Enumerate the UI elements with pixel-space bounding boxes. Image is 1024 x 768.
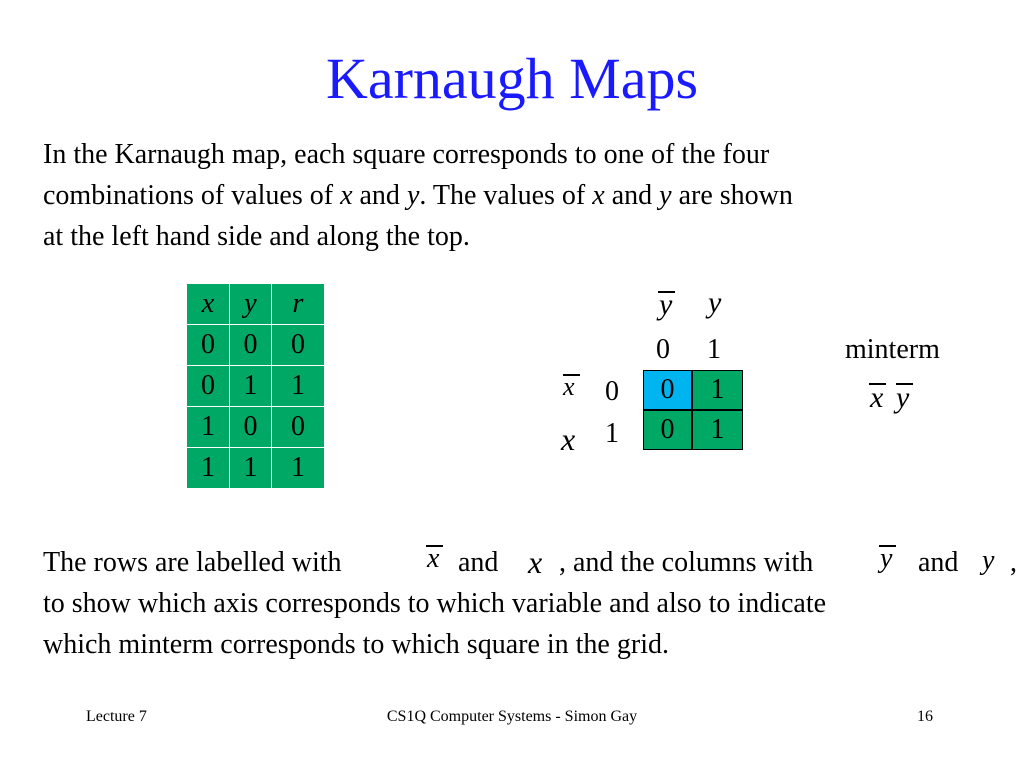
table-cell: 0: [187, 366, 230, 407]
footer-center: CS1Q Computer Systems - Simon Gay: [386, 708, 638, 725]
table-row: [187, 448, 325, 489]
intro-paragraph: [43, 134, 793, 257]
table-cell: 1: [272, 448, 325, 489]
col-value-1: 1: [707, 334, 721, 365]
explanation-line-1-start: The rows are labelled with: [43, 547, 342, 578]
explanation-and-1: and: [458, 547, 499, 578]
kmap-cell: 1: [692, 410, 743, 450]
table-cell: 0: [272, 407, 325, 448]
table-cell: 1: [230, 448, 272, 489]
slide-title: Karnaugh Maps: [325, 46, 699, 111]
kmap-cell: 1: [692, 370, 743, 410]
minterm-x-bar: x: [870, 381, 884, 414]
explanation-y-bar: y: [880, 543, 893, 574]
table-row: [187, 325, 325, 366]
intro-line-1: In the Karnaugh map, each square corresponds to one of the four: [43, 139, 770, 170]
row-value-0: 0: [605, 376, 619, 407]
kmap-cell: 0: [643, 410, 692, 450]
footer-left: Lecture 7: [86, 708, 147, 725]
truth-table: [186, 283, 325, 489]
explanation-and-2: and: [918, 547, 959, 578]
table-cell: 0: [230, 325, 272, 366]
table-cell: 0: [272, 325, 325, 366]
intro-line-2: combinations of values of x and y. The values of x and y are shown: [43, 180, 793, 211]
explanation-columns-text: , and the columns with: [559, 547, 814, 578]
col-value-0: 0: [656, 334, 670, 365]
table-cell: 0: [187, 325, 230, 366]
table-cell: 1: [230, 366, 272, 407]
footer-page-number: 16: [917, 708, 933, 725]
header-y: y: [230, 284, 272, 325]
row-var-x: x: [561, 421, 576, 457]
minterm-y-bar: y: [896, 381, 910, 414]
explanation-x: x: [528, 544, 543, 580]
table-cell: 1: [272, 366, 325, 407]
intro-line-3: at the left hand side and along the top.: [43, 221, 470, 252]
explanation-x-bar: x: [427, 543, 440, 574]
table-cell: 1: [187, 407, 230, 448]
truth-table-header: [187, 284, 325, 325]
col-var-y-bar: y: [659, 288, 673, 321]
table-row: [187, 407, 325, 448]
table-cell: 0: [230, 407, 272, 448]
row-value-1: 1: [605, 418, 619, 449]
table-cell: 1: [187, 448, 230, 489]
header-r: r: [272, 284, 325, 325]
table-row: [187, 366, 325, 407]
header-x: x: [187, 284, 230, 325]
row-var-x-bar: x: [563, 372, 575, 401]
col-var-y: y: [708, 286, 722, 319]
explanation-comma: ,: [1010, 547, 1017, 578]
explanation-line-2: to show which axis corresponds to which variable and also to indicate: [43, 588, 827, 619]
explanation-y: y: [982, 545, 995, 576]
kmap-cell-highlighted: 0: [643, 370, 692, 410]
minterm-label: minterm: [845, 334, 940, 365]
explanation-line-3: which minterm corresponds to which square in the grid.: [43, 629, 669, 660]
